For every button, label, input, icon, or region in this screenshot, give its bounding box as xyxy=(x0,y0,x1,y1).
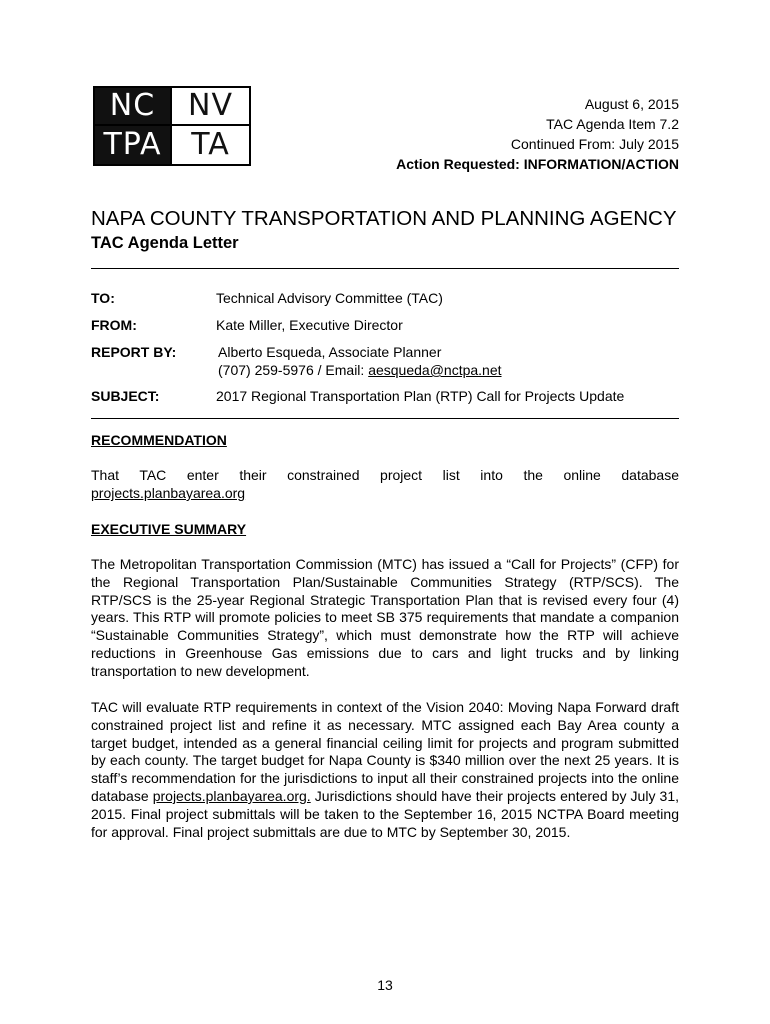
recommendation-heading: RECOMMENDATION xyxy=(91,432,227,448)
page-number: 13 xyxy=(377,977,393,993)
logo-nc: NC xyxy=(95,88,172,126)
recommendation-line2 xyxy=(91,485,679,503)
letter-title: TAC Agenda Letter xyxy=(91,234,239,252)
divider-top xyxy=(91,268,679,269)
logo-ta: TA xyxy=(172,126,249,164)
recommendation-line1: That TAC enter their constrained project list into the online database xyxy=(91,467,679,483)
summary-paragraph-1: The Metropolitan Transportation Commission (MTC) has issued a “Call for Projects” (CFP) for the Regional Transportation Plan/Sustainable Communities Strategy (RTP/SCS). The RTP/SCS is the 25-year Regional Strategic Transportation Plan that is revised every four (4) years. This RTP will promote policies to meet SB 375 requirements that mandate a companion “Sustainable Communities Strategy”, which must demonstrate how the RTP will achieve reductions in Greenhouse Gas emissions due to cars and light trucks and by linking transportation to new development. xyxy=(91,556,679,679)
summary-p2-link[interactable]: projects.planbayarea.org. xyxy=(152,787,311,804)
report-name: Alberto Esqueda, Associate Planner xyxy=(218,344,442,360)
report-phone: (707) 259-5976 / Email: xyxy=(218,362,369,378)
agency-title: NAPA COUNTY TRANSPORTATION AND PLANNING AGENCY xyxy=(91,207,677,230)
agenda-header-info xyxy=(396,94,679,174)
report-email-link[interactable]: aesqueda@nctpa.net xyxy=(368,362,502,378)
recommendation-link[interactable]: projects.planbayarea.org xyxy=(91,485,246,501)
agenda-item: TAC Agenda Item 7.2 xyxy=(546,116,679,132)
meeting-date: August 6, 2015 xyxy=(584,96,679,112)
to-label: TO: xyxy=(91,290,115,306)
logo-nv: NV xyxy=(172,88,249,126)
summary-p2-part-b: Jurisdictions should have their projects entered by July 31, 2015. Final project submittals will be taken to the September 16, 2015 NCTPA Board meeting for approval. Final project submittals are due to MTC by September 30, 2015. xyxy=(91,787,680,840)
continued-from: Continued From: July 2015 xyxy=(510,136,679,152)
to-value: Technical Advisory Committee (TAC) xyxy=(216,290,443,306)
executive-summary-heading: EXECUTIVE SUMMARY xyxy=(91,521,247,537)
logo-tpa: TPA xyxy=(95,126,172,164)
divider-bottom xyxy=(91,418,679,419)
report-label: REPORT BY: xyxy=(91,344,177,360)
summary-paragraph-2 xyxy=(91,699,679,841)
summary-p2-part-a: TAC will evaluate RTP requirements in context of the Vision 2040: Moving Napa Forward draft constrained project list and refine it as necessary. MTC assigned each Bay Area county a target budget, intended as a general financial ceiling limit for projects and program submitted by each county. The target budget for Napa County is $340 million over the next 25 years. It is staff’s recommendation for the jurisdictions to input all their constrained projects into the online database xyxy=(91,699,679,804)
action-requested: Action Requested: INFORMATION/ACTION xyxy=(396,156,679,172)
nctpa-logo xyxy=(93,86,251,166)
subject-label: SUBJECT: xyxy=(91,388,160,404)
from-label: FROM: xyxy=(91,317,137,333)
subject-value: 2017 Regional Transportation Plan (RTP) Call for Projects Update xyxy=(216,388,625,404)
from-value: Kate Miller, Executive Director xyxy=(216,317,403,333)
report-contact xyxy=(218,361,502,379)
